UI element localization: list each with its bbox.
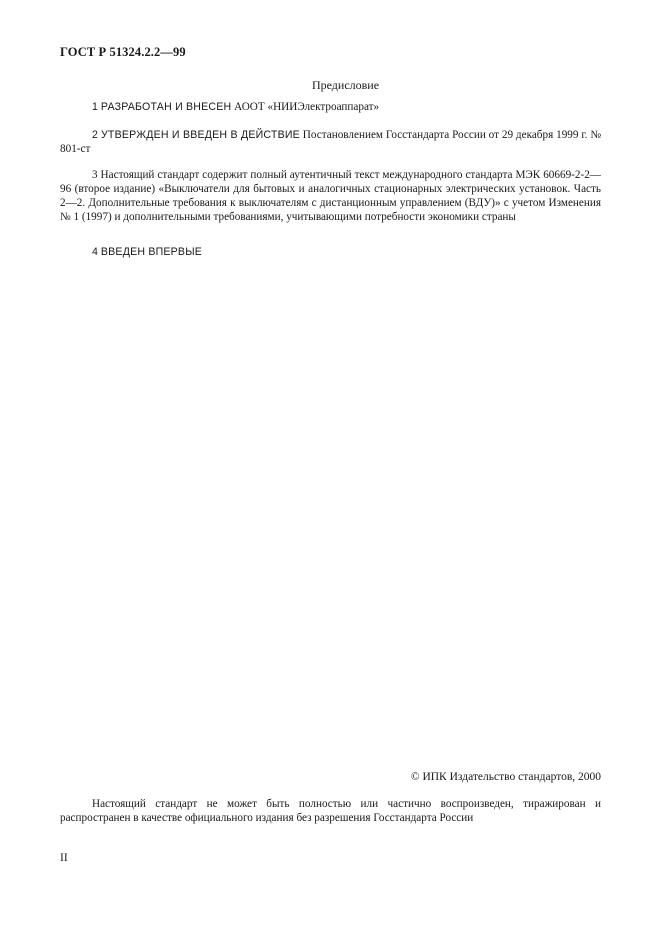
- paragraph-1-lead: РАЗРАБОТАН И ВНЕСЕН: [100, 101, 232, 113]
- paragraph-4: [60, 245, 601, 259]
- page-number: II: [60, 852, 68, 864]
- paragraph-2: [60, 128, 601, 156]
- paragraph-3: 3 Настоящий стандарт содержит полный аутентичный текст международного стандарта МЭК 60669-2-2—96 (второе издание) «Выключатели для бытовых и аналогичных стационарных электрических установок. Часть 2—2. Дополнительные требования к выключателям с дистанционным управлением (ВДУ)» с учетом Изменения № 1 (1997) и дополнительными требованиями, учитывающими потребности экономики страны: [60, 169, 601, 223]
- section-title: Предисловие: [311, 78, 380, 92]
- paragraph-1-text: АООТ «НИИЭлектроаппарат»: [234, 101, 380, 113]
- paragraph-4-number: 4: [92, 246, 99, 258]
- paragraph-2-text: Постановлением Госстандарта России от 29 декабря 1999 г. № 801-ст: [60, 129, 602, 155]
- reproduction-notice: Настоящий стандарт не может быть полностью или частично воспроизведен, тиражирован и распространен в качестве официального издания без разрешения Госстандарта России: [60, 798, 601, 824]
- document-code-header: ГОСТ Р 51324.2.2—99: [60, 45, 186, 59]
- paragraph-4-lead: ВВЕДЕН ВПЕРВЫЕ: [100, 246, 203, 258]
- paragraph-2-lead: УТВЕРЖДЕН И ВВЕДЕН В ДЕЙСТВИЕ: [100, 129, 300, 141]
- paragraph-2-number: 2: [92, 129, 99, 141]
- copyright-line: © ИПК Издательство стандартов, 2000: [410, 771, 601, 783]
- paragraph-1-number: 1: [92, 101, 99, 113]
- paragraph-1: [60, 100, 601, 114]
